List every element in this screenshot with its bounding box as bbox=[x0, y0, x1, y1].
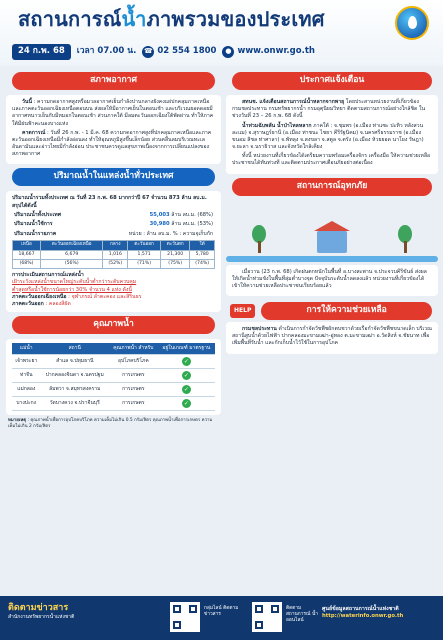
risk-line-1: เฝ้าระวังแหล่งน้ำขนาดใหญ่ระดับน้ำต่ำกว่าระดับควบคุม bbox=[12, 279, 137, 286]
phone-contact[interactable]: ☎ 02 554 1800 bbox=[143, 46, 217, 57]
help-heading: การให้ความช่วยเหลือ bbox=[261, 302, 432, 320]
region-storage-table: เหนือ ตะวันออกเฉียงเหนือ กลาง ตะวันออก ตะวันตก ใต้ 18,667 6,679 1,016 1,571 21,300 5,780 (68%) (56%) (52%) (71%) (75%) (74%) bbox=[12, 240, 215, 269]
check-icon: ✓ bbox=[183, 385, 189, 393]
storage-headline: ปริมาณน้ำรวมทั้งประเทศ ณ วันที่ 23 ก.พ. 68 มากกว่าปี 67 จำนวน 873 ล้าน ลบ.ม. สรุปได้ดังนี้ bbox=[12, 195, 207, 209]
time-label: เวลา 07.00 น. bbox=[76, 46, 137, 57]
weather-forecast: คาดการณ์ : วันที่ 26 ก.พ. - 1 มี.ค. 68 ความกดอากาศสูงที่ปกคลุมภาคเหนือและภาคตะวันออกเฉียงเหนือมีกำลังอ่อนลง ทำให้อุณหภูมิสูงขึ้นเล็กน้อย ส่วนคลื่นลมบริเวณทะเลอันดามันและอ่าวไทยมีกำลังอ่อน ประชาชนควรดูแลสุขภาพเนื่องจากการเปลี่ยนแปลงของสภาพอากาศ bbox=[12, 129, 212, 158]
help-card bbox=[226, 322, 438, 354]
footer-info bbox=[322, 606, 438, 620]
check-icon: ✓ bbox=[183, 357, 189, 365]
alert-heading: ประกาศแจ้งเตือน bbox=[232, 72, 432, 90]
quality-note: หมายเหตุ : คุณภาพน้ำเพื่อการอุปโภคบริโภค ความเค็มไม่เกิน 0.5 กรัม/ลิตร คุณภาพน้ำเพื่อการเกษตร ความเค็มไม่เกิน 2 กรัม/ลิตร bbox=[8, 417, 213, 430]
line-qr-code[interactable] bbox=[170, 602, 200, 632]
quality-heading: คุณภาพน้ำ bbox=[12, 316, 215, 334]
globe-icon: ● bbox=[222, 46, 234, 58]
tree-icon bbox=[252, 225, 266, 253]
region-table-caption: ปริมาณน้ำรายภาค หน่วย : ล้าน ลบ.ม. % : ความจุเก็บกัก bbox=[14, 231, 213, 238]
water-quality-table: แม่น้ำ สถานี คุณภาพน้ำ สำหรับ อยู่ในเกณฑ์ มาตรฐาน เจ้าพระยา สำแล จ.ปทุมธานี อุปโภคบริโภค ✓ ท่าจีน ปากคลองจินดา จ.นครปฐม การเกษตร ✓ แม่กลอง ลัมพวา จ.สมุทรสงคราม การเกษตร ✓ บางปะกง วัดบางควง จ.ปราจีนบุรี การเกษตร ✓ bbox=[12, 343, 215, 411]
waterinfo-qr-note: ติดตามสถานการณ์ น้ำออนไลน์ bbox=[286, 606, 318, 624]
region-values-row: 18,667 6,679 1,016 1,571 21,300 5,780 bbox=[13, 250, 215, 259]
footer-follow bbox=[8, 602, 74, 621]
storm-text: เมื่อวาน (23 ก.พ. 68) เกิดฝนตกหนักในพื้นที่ อ.บางสะพาน จ.ประจวบคีรีขันธ์ ส่งผลให้เกิดน้ำท่วมขังในพื้นที่ลุ่มต่ำบางจุด ปัจจุบันระดับน้ำลดลงแล้ว หน่วยงานที่เกี่ยวข้องได้เข้าให้ความช่วยเหลือประชาชนเรียบร้อยแล้ว bbox=[232, 268, 427, 289]
footer-org-name: ศูนย์ข้อมูลสถานการณ์น้ำแห่งชาติ bbox=[322, 606, 399, 612]
help-heading-row bbox=[226, 300, 438, 322]
waterinfo-qr-code[interactable] bbox=[252, 602, 282, 632]
storage-heading: ปริมาณน้ำในแหล่งน้ำทั่วประเทศ bbox=[12, 168, 215, 186]
tree-icon bbox=[398, 225, 412, 253]
page-footer bbox=[0, 596, 443, 640]
flood-illustration bbox=[226, 201, 438, 253]
house-icon bbox=[317, 231, 347, 253]
water-icon bbox=[226, 256, 438, 262]
footer-title: ติดตามข่าวสาร bbox=[8, 603, 69, 613]
storage-usable-row: ปริมาณน้ำใช้การ 30,980 ล้าน ลบ.ม. (53%) bbox=[14, 220, 213, 227]
website-link[interactable]: ● www.onwr.go.th bbox=[222, 46, 314, 58]
onwr-logo-icon bbox=[395, 6, 429, 40]
right-column bbox=[226, 68, 438, 354]
table-row: แม่กลอง ลัมพวา จ.สมุทรสงคราม การเกษตร ✓ bbox=[12, 382, 215, 396]
quality-card bbox=[6, 339, 221, 415]
risk-line-3: ภาคตะวันออกเฉียงเหนือ : จุฬาภรณ์ ลำตะคอง และสิรินธร bbox=[12, 293, 142, 300]
left-column bbox=[6, 68, 221, 430]
alert-intro: สทนช. แจ้งเตือนสถานการณ์น้ำหลากจากพายุ โดยประสานหน่วยงานที่เกี่ยวข้อง กรมชลประทาน กรมทรัพยากรน้ำ กรมอุตุนิยมวิทยา ติดตามสถานการณ์อย่างใกล้ชิด ในช่วงวันที่ 23 – 26 ก.พ. 68 ดังนี้ bbox=[232, 99, 426, 120]
line-qr-note: กลุ่มไลน์ ติดตามข่าวสาร bbox=[204, 606, 239, 618]
footer-url-link[interactable]: http://waterinfo.onwr.go.th bbox=[322, 613, 404, 620]
info-bar bbox=[12, 44, 315, 60]
table-row: บางปะกง วัดบางควง จ.ปราจีนบุรี การเกษตร ✓ bbox=[12, 396, 215, 410]
storm-heading: สถานการณ์อุทกภัย bbox=[232, 178, 432, 196]
table-row: ท่าจีน ปากคลองจินดา จ.นครปฐม การเกษตร ✓ bbox=[12, 368, 215, 382]
risk-line-2: ต่ำสุดหรือน้ำใช้การน้อยกว่า 30% จำนวน 4 แห่ง ดังนี้ bbox=[12, 286, 132, 293]
table-row: เจ้าพระยา สำแล จ.ปทุมธานี อุปโภคบริโภค ✓ bbox=[12, 354, 215, 368]
page-title: สถานการณ์น้ำภาพรวมของประเทศ bbox=[18, 7, 325, 31]
storage-total-row: ปริมาณน้ำทั้งประเทศ 55,003 ล้าน ลบ.ม. (68%) bbox=[14, 211, 213, 218]
storage-card bbox=[6, 191, 221, 312]
help-text: กรมชลประทาน ดำเนินการกำจัดวัชพืชผักตบชวาด้วยเรือกำจัดวัชพืชขนาดเล็ก บริเวณสถานีสูบน้ำด้วยไฟฟ้า ปากคลองมะขามเฒ่า-อู่ทอง ต.มะขามเฒ่า อ.วัดสิงห์ จ.ชัยนาท เพื่อเพิ่มพื้นที่รับน้ำ และกักเก็บน้ำไว้ใช้ในการอุปโภค bbox=[232, 326, 432, 347]
weather-heading: สภาพอากาศ bbox=[12, 72, 215, 90]
region-pct-row: (68%) (56%) (52%) (71%) (75%) (74%) bbox=[13, 259, 215, 268]
page-header bbox=[0, 0, 443, 66]
weather-card bbox=[6, 95, 221, 164]
footer-subtitle: สำนักงานทรัพยากรน้ำแห่งชาติ bbox=[8, 614, 75, 621]
phone-icon: ☎ bbox=[142, 46, 154, 58]
check-icon: ✓ bbox=[183, 399, 189, 407]
date-badge: 24 ก.พ. 68 bbox=[12, 44, 71, 60]
risk-line-4: ภาคตะวันออก : คลองสียัด bbox=[12, 300, 71, 307]
alert-areas: น้ำท่วมฉับพลัน น้ำป่าไหลหลาก ภาคใต้ : จ.ชุมพร (อ.เมือง ท่าแซะ ปะทิว หลังสวน ละแม) จ.สุราษฎร์ธานี (อ.เมือง ท่าชนะ ไชยา คีรีรัฐนิคม) จ.นครศรีธรรมราช (อ.เมือง ขนอม สิชล ท่าศาลา) จ.พัทลุง จ.สงขลา จ.สตูล จ.ตรัง (อ.เมือง ห้วยยอด นาโยง รัษฎา) จ.ยะลา จ.นราธิวาส และจังหวัดใกล้เคียง bbox=[232, 122, 424, 151]
storm-card bbox=[226, 265, 438, 297]
alert-note: ทั้งนี้ หน่วยงานที่เกี่ยวข้องได้เตรียมความพร้อมเครื่องจักร เครื่องมือ ให้ความช่วยเหลือประชาชนได้ทันท่วงที และติดตามประกาศเตือนภัยอย่างต่อเนื่อง bbox=[232, 153, 431, 167]
risk-heading: การประเมินสถานการณ์แหล่งน้ำ bbox=[12, 272, 84, 279]
weather-today: วันนี้ : ความกดอากาศสูงหรือมวลอากาศเย็นกำลังปานกลางยังคงแผ่ปกคลุมภาคเหนือและภาคตะวันออกเฉียงเหนือตอนบน ส่งผลให้มีอากาศเย็นในตอนเช้า และบริเวณยอดดอยมีอากาศหนาวเย็นกับมีหมอกในตอนเช้า ส่วนภาคใต้ มีลมตะวันออกเฉียงใต้พัดผ่าน ทำให้ภาคใต้มีฝนฟ้าคะนองบางแห่ง bbox=[12, 99, 214, 127]
alert-card bbox=[226, 95, 438, 174]
check-icon: ✓ bbox=[183, 371, 189, 379]
help-badge-icon: HELP bbox=[230, 304, 255, 318]
